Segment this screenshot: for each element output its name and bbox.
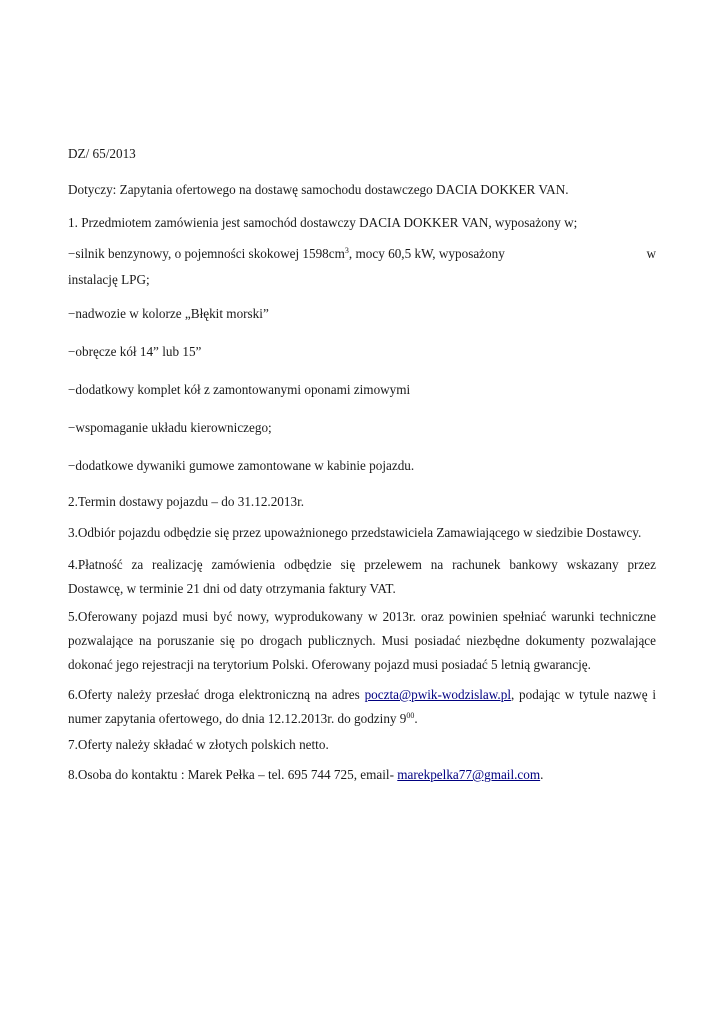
feature-winter-wheels: −dodatkowy komplet kół z zamontowanymi oponami zimowymi (68, 382, 411, 397)
item-6-line-2-end: . (414, 711, 418, 726)
item-3: 3.Odbiór pojazdu odbędzie się przez upoważnionego przedstawiciela Zamawiającego w siedzibie Dostawcy. (68, 525, 642, 540)
feature-power-steering: −wspomaganie układu kierowniczego; (68, 420, 272, 435)
document-subject: Dotyczy: Zapytania ofertowego na dostawę samochodu dostawczego DACIA DOKKER VAN. (68, 182, 569, 197)
contact-email-link[interactable]: marekpelka77@gmail.com (397, 767, 541, 782)
engine-text-pre: −silnik benzynowy, o pojemności skokowej 1598cm (68, 246, 345, 261)
item-4-line-2: Dostawcę, w terminie 21 dni od daty otrzymania faktury VAT. (68, 581, 396, 596)
feature-floor-mats: −dodatkowe dywaniki gumowe zamontowane w kabinie pojazdu. (68, 458, 415, 473)
document-reference: DZ/ 65/2013 (68, 146, 136, 161)
item-8-text-pre: 8.Osoba do kontaktu : Marek Pełka – tel. 695 744 725, email- (68, 767, 398, 782)
feature-engine (68, 246, 656, 288)
engine-text-w: w (646, 246, 656, 261)
feature-body-color: −nadwozie w kolorze „Błękit morski” (68, 306, 269, 321)
item-6-text-pre: 6.Oferty należy przesłać droga elektroniczną na adres (68, 687, 365, 702)
item-4-line-1: 4.Płatność za realizację zamówienia odbędzie się przelewem na rachunek bankowy wskazany przez (68, 557, 656, 572)
item-1: 1. Przedmiotem zamówienia jest samochód dostawczy DACIA DOKKER VAN, wyposażony w; (68, 215, 578, 230)
item-5-line-2: pozwalające na poruszanie się po drogach publicznych. Musi posiadać niezbędne dokumenty pozwalające (68, 633, 656, 648)
item-8 (68, 767, 656, 783)
item-5 (68, 605, 656, 677)
item-2: 2.Termin dostawy pojazdu – do 31.12.2013r. (68, 494, 305, 509)
item-6-line-1 (68, 683, 656, 707)
office-email-link[interactable]: poczta@pwik-wodzislaw.pl (364, 687, 511, 702)
item-5-line-3: dokonać jego rejestracji na terytorium Polski. Oferowany pojazd musi posiadać 5 letnią gwarancję. (68, 657, 591, 672)
item-5-line-1: 5.Oferowany pojazd musi być nowy, wyprodukowany w 2013r. oraz powinien spełniać warunki techniczne (68, 609, 656, 624)
item-6-line-2-text: numer zapytania ofertowego, do dnia 12.12.2013r. do godziny 9 (68, 711, 407, 726)
item-8-text-post: . (540, 767, 544, 782)
item-6 (68, 683, 656, 731)
item-7: 7.Oferty należy składać w złotych polskich netto. (68, 737, 329, 752)
item-4 (68, 553, 656, 601)
item-6-line-2 (68, 707, 656, 731)
feature-rims: −obręcze kół 14” lub 15” (68, 344, 202, 359)
item-6-superscript: 00 (406, 711, 415, 720)
engine-superscript: 3 (344, 246, 349, 255)
engine-text-post: , mocy 60,5 kW, wyposażony (348, 246, 505, 261)
engine-text-line2: instalację LPG; (68, 272, 150, 287)
item-6-text-post: , podając w tytule nazwę i (510, 687, 656, 702)
